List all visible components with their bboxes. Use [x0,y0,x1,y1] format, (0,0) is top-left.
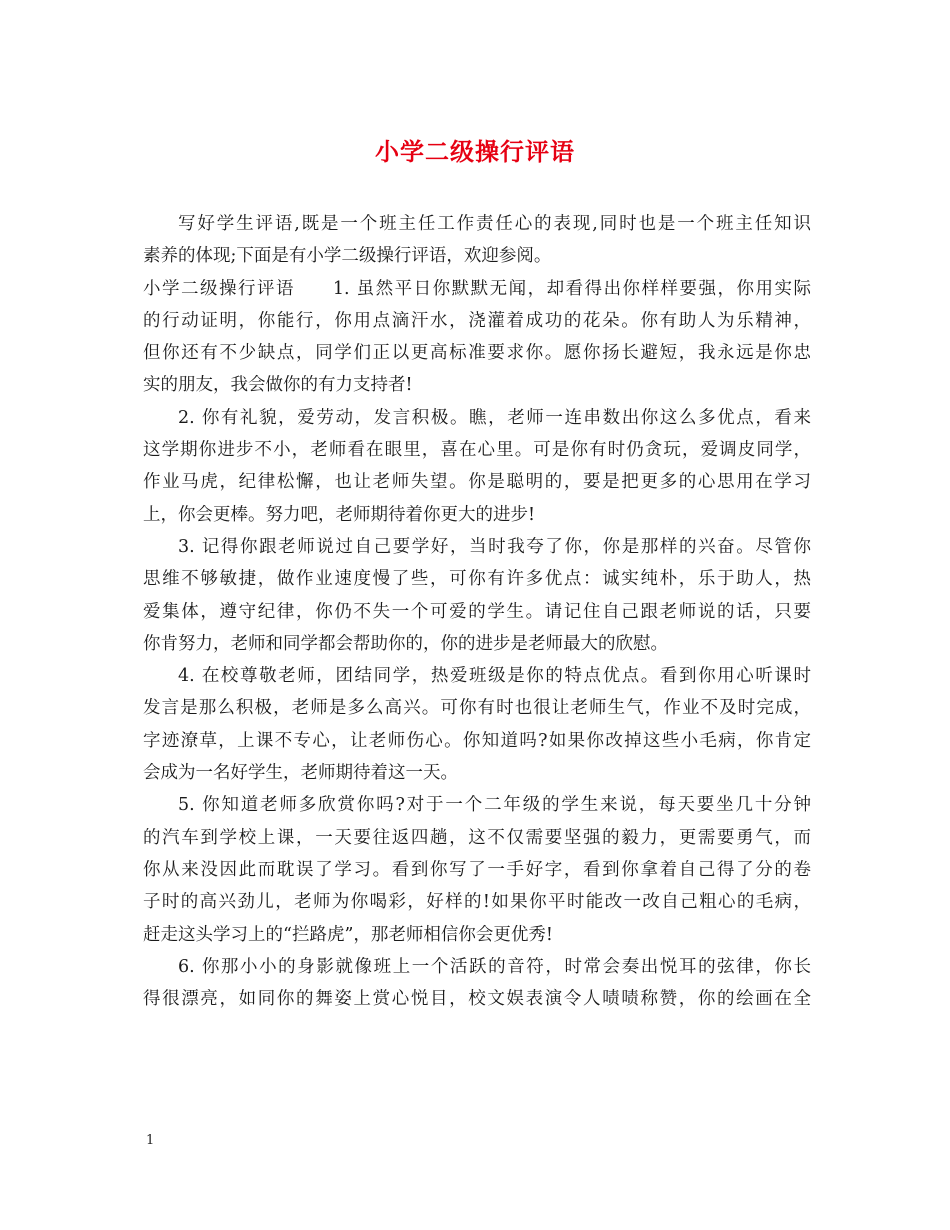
text-line: 4. 在校尊敬老师，团结同学，热爱班级是你的特点优点。看到你用心听课时 [178,666,811,687]
page-number: 1 [146,1133,155,1148]
text-line: 这学期你进步不小，老师看在眼里，喜在心里。可是你有时仍贪玩，爱调皮同学， [143,440,811,461]
text-line: 3. 记得你跟老师说过自己要学好，当时我夸了你，你是那样的兴奋。尽管你 [178,536,811,557]
text-line: 子时的高兴劲儿，老师为你喝彩，好样的!如果你平时能改一改自己粗心的毛病， [143,892,811,913]
text-line: 小学二级操行评语 1. 虽然平日你默默无闻，却看得出你样样要强，你用实际 [143,278,811,299]
text-line: 的汽车到学校上课，一天要往返四趟，这不仅需要坚强的毅力，更需要勇气，而 [143,827,811,848]
document-body [143,208,811,1015]
text-line: 2. 你有礼貌，爱劳动，发言积极。瞧，老师一连串数出你这么多优点，看来 [178,407,811,428]
text-line: 你肯努力，老师和同学都会帮助你的，你的进步是老师最大的欣慰。 [143,633,668,654]
text-line: 写好学生评语,既是一个班主任工作责任心的表现,同时也是一个班主任知识 [178,214,811,234]
text-line: 5. 你知道老师多欣赏你吗?对于一个二年级的学生来说，每天要坐几十分钟 [178,795,811,816]
text-line: 爱集体，遵守纪律，你仍不失一个可爱的学生。请记住自己跟老师说的话，只要 [143,601,811,622]
text-line: 发言是那么积极，老师是多么高兴。可你有时也很让老师生气，作业不及时完成， [143,698,811,719]
text-line: 字迹潦草，上课不专心，让老师伤心。你知道吗?如果你改掉这些小毛病，你肯定 [143,730,811,751]
page-title: 小学二级操行评语 [375,137,575,166]
text-line: 6. 你那小小的身影就像班上一个活跃的音符，时常会奏出悦耳的弦律，你长 [178,956,811,977]
text-line: 赶走这头学习上的“拦路虎”，那老师相信你会更优秀! [143,924,553,945]
text-line: 你从来没因此而耽误了学习。看到你写了一手好字，看到你拿着自己得了分的卷 [143,859,811,880]
text-line: 的行动证明，你能行，你用点滴汗水，浇灌着成功的花朵。你有助人为乐精神， [143,310,811,331]
text-line: 上，你会更棒。努力吧，老师期待着你更大的进步! [143,504,536,525]
text-line: 思维不够敏捷，做作业速度慢了些，可你有许多优点：诚实纯朴，乐于助人，热 [143,569,811,590]
text-line: 会成为一名好学生，老师期待着这一天。 [143,763,458,784]
text-line: 作业马虎，纪律松懈，也让老师失望。你是聪明的，要是把更多的心思用在学习 [143,472,811,493]
text-line: 素养的体现;下面是有小学二级操行评语，欢迎参阅。 [143,246,552,267]
text-line: 实的朋友，我会做你的有力支持者! [143,375,413,396]
text-line: 得很漂亮，如同你的舞姿上赏心悦目，校文娱表演令人啧啧称赞，你的绘画在全 [143,989,811,1010]
text-line: 但你还有不少缺点，同学们正以更高标准要求你。愿你扬长避短，我永远是你忠 [143,343,811,364]
